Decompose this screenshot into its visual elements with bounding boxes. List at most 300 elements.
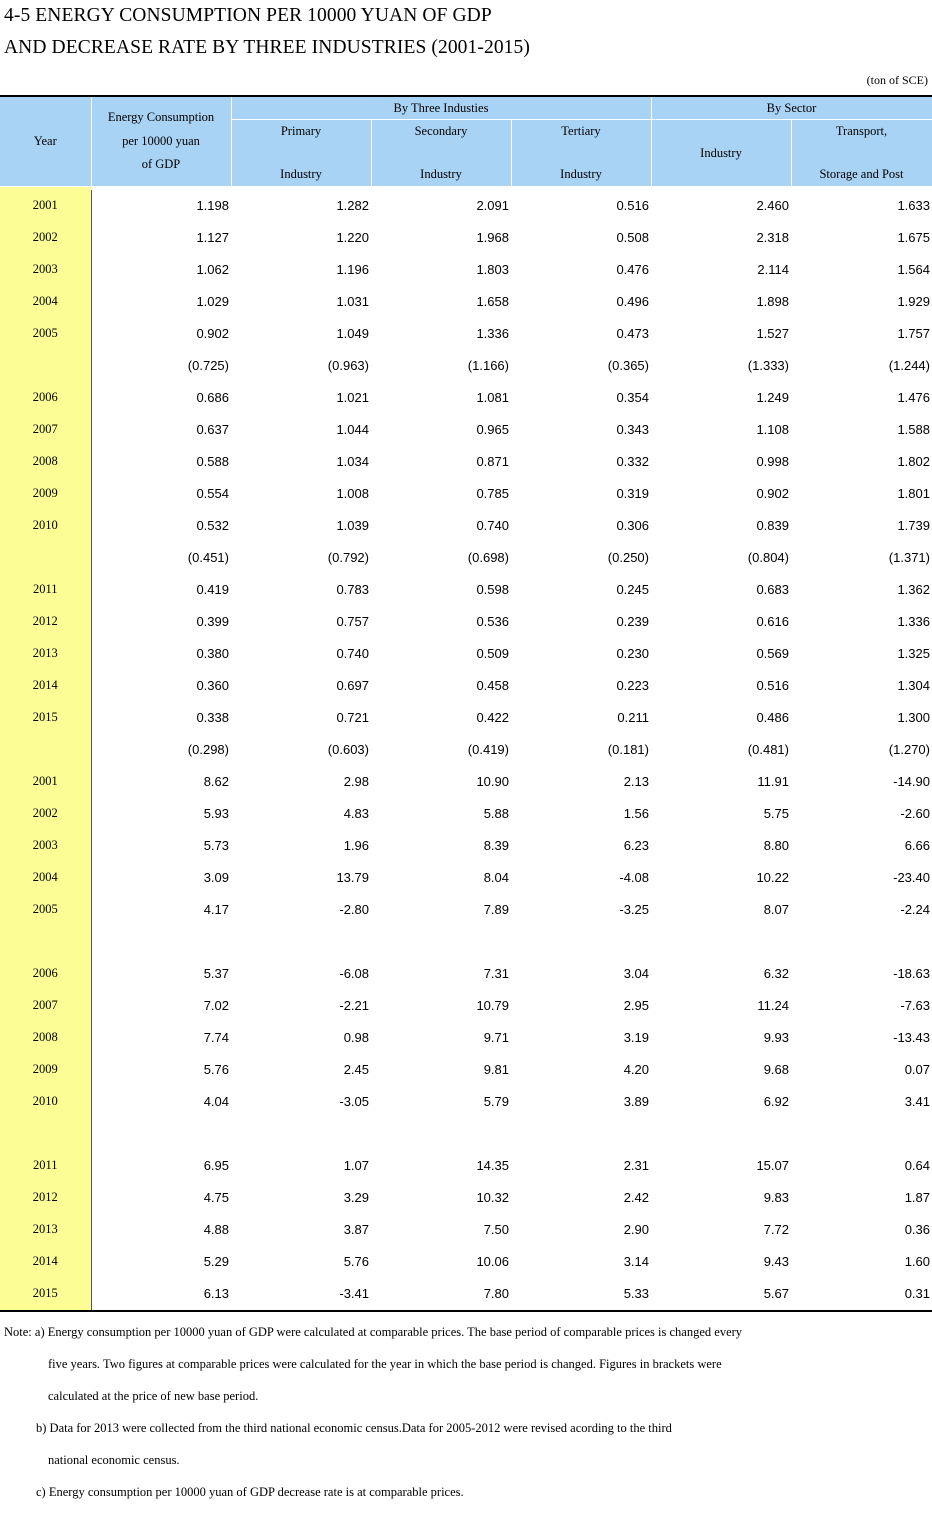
cell-industry: 15.07 bbox=[756, 1158, 789, 1173]
cell-industry: 9.93 bbox=[763, 1030, 789, 1045]
cell-secondary: 8.39 bbox=[483, 838, 509, 853]
cell-tertiary: 2.90 bbox=[623, 1222, 649, 1237]
header-primary-stack bbox=[232, 120, 371, 186]
cell-transport: (1.371) bbox=[888, 550, 930, 565]
table-row bbox=[0, 1118, 932, 1150]
cell-industry: 9.83 bbox=[763, 1190, 789, 1205]
cell-transport bbox=[791, 1118, 932, 1150]
table-row bbox=[0, 926, 932, 958]
cell-primary: -6.08 bbox=[339, 966, 369, 981]
cell-year bbox=[0, 350, 91, 382]
cell-tertiary: 2.13 bbox=[623, 774, 649, 789]
cell-energy-consumption: 5.73 bbox=[203, 838, 229, 853]
cell-secondary: 2.091 bbox=[476, 198, 509, 213]
cell-energy-consumption: (0.298) bbox=[187, 742, 229, 757]
header-group-three-industries bbox=[231, 96, 651, 120]
table-row bbox=[0, 606, 932, 638]
cell-tertiary: 0.306 bbox=[616, 518, 649, 533]
cell-transport: -7.63 bbox=[900, 998, 930, 1013]
cell-tertiary: 6.23 bbox=[623, 838, 649, 853]
cell-secondary: 0.422 bbox=[476, 710, 509, 725]
cell-industry: 9.43 bbox=[763, 1254, 789, 1269]
cell-transport: 1.60 bbox=[904, 1254, 930, 1269]
cell-energy-consumption: 7.02 bbox=[203, 998, 229, 1013]
cell-year: 2009 bbox=[0, 478, 91, 510]
header-transport-stack bbox=[792, 120, 932, 186]
cell-energy-consumption: 8.62 bbox=[203, 774, 229, 789]
table-row bbox=[0, 254, 932, 286]
cell-year: 2007 bbox=[0, 414, 91, 446]
cell-industry: 0.683 bbox=[756, 582, 789, 597]
header-industry bbox=[651, 120, 791, 187]
cell-industry: 10.22 bbox=[756, 870, 789, 885]
cell-energy-consumption: 4.75 bbox=[203, 1190, 229, 1205]
header-tertiary-industry bbox=[511, 120, 651, 187]
cell-primary: 0.721 bbox=[336, 710, 369, 725]
cell-tertiary: 0.239 bbox=[616, 614, 649, 629]
cell-secondary: 1.658 bbox=[476, 294, 509, 309]
header-row-groups bbox=[0, 96, 932, 120]
cell-secondary: 1.803 bbox=[476, 262, 509, 277]
cell-tertiary: (0.181) bbox=[607, 742, 649, 757]
cell-year: 2012 bbox=[0, 1182, 91, 1214]
cell-year: 2006 bbox=[0, 958, 91, 990]
cell-industry: (1.333) bbox=[747, 358, 789, 373]
cell-primary bbox=[231, 926, 371, 958]
cell-primary: 1.282 bbox=[336, 198, 369, 213]
table-row bbox=[0, 734, 932, 766]
cell-primary: 0.740 bbox=[336, 646, 369, 661]
cell-industry: 5.67 bbox=[763, 1286, 789, 1301]
cell-tertiary: 3.19 bbox=[623, 1030, 649, 1045]
cell-year: 2015 bbox=[0, 1278, 91, 1311]
cell-primary: 2.98 bbox=[343, 774, 369, 789]
cell-tertiary: (0.365) bbox=[607, 358, 649, 373]
cell-year: 2014 bbox=[0, 1246, 91, 1278]
header-primary-industry bbox=[231, 120, 371, 187]
header-year bbox=[0, 96, 91, 186]
cell-year: 2010 bbox=[0, 510, 91, 542]
header-energy-consumption bbox=[91, 96, 231, 186]
cell-secondary: 14.35 bbox=[476, 1158, 509, 1173]
table-row bbox=[0, 574, 932, 606]
cell-primary: 0.98 bbox=[343, 1030, 369, 1045]
cell-secondary: 0.458 bbox=[476, 678, 509, 693]
cell-energy-consumption: 1.198 bbox=[196, 198, 229, 213]
cell-primary: (0.963) bbox=[327, 358, 369, 373]
cell-primary: 1.96 bbox=[343, 838, 369, 853]
cell-energy-consumption: 0.399 bbox=[196, 614, 229, 629]
cell-tertiary: 0.211 bbox=[617, 710, 649, 725]
cell-year: 2008 bbox=[0, 446, 91, 478]
cell-industry: 11.24 bbox=[757, 998, 789, 1013]
cell-tertiary: 2.31 bbox=[623, 1158, 649, 1173]
cell-primary: 3.87 bbox=[343, 1222, 369, 1237]
header-group-three-label: By Three Industies bbox=[393, 100, 489, 115]
cell-energy-consumption: 0.902 bbox=[196, 326, 229, 341]
cell-tertiary: 0.476 bbox=[616, 262, 649, 277]
cell-transport: 1.564 bbox=[897, 262, 930, 277]
cell-primary: 1.034 bbox=[336, 454, 369, 469]
table-row bbox=[0, 990, 932, 1022]
cell-transport: 1.476 bbox=[897, 390, 930, 405]
header-energy-line-3: of GDP bbox=[141, 157, 181, 172]
cell-industry: 1.108 bbox=[756, 422, 789, 437]
cell-primary: -2.80 bbox=[339, 902, 369, 917]
cell-industry: 0.998 bbox=[756, 454, 789, 469]
cell-transport: (1.270) bbox=[888, 742, 930, 757]
cell-tertiary: 3.04 bbox=[623, 966, 649, 981]
cell-transport: -13.43 bbox=[893, 1030, 930, 1045]
cell-primary: 5.76 bbox=[343, 1254, 369, 1269]
header-secondary-industry bbox=[371, 120, 511, 187]
note-b-line-1: b) Data for 2013 were collected from the third national economic census.Data for 2005-2012 were revised acording to the third bbox=[36, 1421, 672, 1435]
table-bottom-rule bbox=[0, 1311, 932, 1312]
cell-transport: 1.757 bbox=[897, 326, 930, 341]
cell-primary: 1.049 bbox=[336, 326, 369, 341]
cell-tertiary: 0.473 bbox=[616, 326, 649, 341]
cell-transport: 1.802 bbox=[897, 454, 930, 469]
cell-energy-consumption: 5.76 bbox=[203, 1062, 229, 1077]
cell-year: 2010 bbox=[0, 1086, 91, 1118]
cell-energy-consumption: 0.419 bbox=[196, 582, 229, 597]
energy-consumption-table bbox=[0, 95, 932, 1312]
cell-secondary: 9.81 bbox=[483, 1062, 509, 1077]
cell-secondary: 9.71 bbox=[483, 1030, 509, 1045]
cell-tertiary: 0.516 bbox=[616, 198, 649, 213]
cell-tertiary: -3.25 bbox=[619, 902, 649, 917]
table-row bbox=[0, 1182, 932, 1214]
cell-transport: 1.739 bbox=[897, 518, 930, 533]
cell-transport: 1.675 bbox=[897, 230, 930, 245]
cell-tertiary: 2.95 bbox=[623, 998, 649, 1013]
cell-industry: 0.616 bbox=[756, 614, 789, 629]
table-row bbox=[0, 478, 932, 510]
cell-secondary: 0.785 bbox=[476, 486, 509, 501]
cell-year: 2004 bbox=[0, 286, 91, 318]
cell-transport bbox=[791, 926, 932, 958]
table-row bbox=[0, 190, 932, 222]
cell-primary: -3.41 bbox=[339, 1286, 369, 1301]
cell-secondary: 0.509 bbox=[476, 646, 509, 661]
cell-year: 2011 bbox=[0, 574, 91, 606]
cell-year: 2006 bbox=[0, 382, 91, 414]
table-title-line-1: 4-5 ENERGY CONSUMPTION PER 10000 YUAN OF GDP bbox=[4, 5, 492, 26]
cell-transport: -2.60 bbox=[900, 806, 930, 821]
cell-secondary: 10.32 bbox=[476, 1190, 509, 1205]
cell-transport: 1.801 bbox=[897, 486, 930, 501]
note-c-line-1: c) Energy consumption per 10000 yuan of GDP decrease rate is at comparable prices. bbox=[36, 1485, 464, 1499]
cell-primary: 1.196 bbox=[336, 262, 369, 277]
cell-tertiary: -4.08 bbox=[619, 870, 649, 885]
cell-tertiary: 4.20 bbox=[623, 1062, 649, 1077]
header-tertiary-line-2: Industry bbox=[560, 167, 602, 181]
cell-transport: 1.300 bbox=[897, 710, 930, 725]
cell-transport: 0.36 bbox=[904, 1222, 930, 1237]
cell-energy-consumption: 6.95 bbox=[203, 1158, 229, 1173]
header-transport-storage-post bbox=[791, 120, 932, 187]
table-row bbox=[0, 862, 932, 894]
table-row bbox=[0, 1246, 932, 1278]
cell-transport: -2.24 bbox=[900, 902, 930, 917]
cell-secondary: 8.04 bbox=[483, 870, 509, 885]
cell-tertiary bbox=[511, 1118, 651, 1150]
cell-industry: 8.80 bbox=[763, 838, 789, 853]
header-group-by-sector bbox=[651, 96, 932, 120]
header-secondary-line-2: Industry bbox=[420, 167, 462, 181]
cell-tertiary: 3.89 bbox=[623, 1094, 649, 1109]
cell-secondary: 0.965 bbox=[476, 422, 509, 437]
cell-year: 2002 bbox=[0, 798, 91, 830]
table-row bbox=[0, 286, 932, 318]
cell-energy-consumption: 0.637 bbox=[196, 422, 229, 437]
cell-year: 2001 bbox=[0, 190, 91, 222]
cell-primary: 1.220 bbox=[336, 230, 369, 245]
cell-energy-consumption: 1.127 bbox=[196, 230, 229, 245]
cell-year: 2011 bbox=[0, 1150, 91, 1182]
table-row bbox=[0, 382, 932, 414]
cell-energy-consumption: 0.588 bbox=[196, 454, 229, 469]
cell-year: 2014 bbox=[0, 670, 91, 702]
cell-tertiary: 3.14 bbox=[623, 1254, 649, 1269]
cell-transport: 1.336 bbox=[897, 614, 930, 629]
cell-transport: 0.31 bbox=[904, 1286, 930, 1301]
cell-industry: 0.569 bbox=[756, 646, 789, 661]
cell-transport: 1.633 bbox=[897, 198, 930, 213]
cell-secondary: 7.89 bbox=[483, 902, 509, 917]
cell-secondary: 5.79 bbox=[483, 1094, 509, 1109]
header-group-sector-label: By Sector bbox=[766, 100, 817, 115]
table-row bbox=[0, 894, 932, 926]
cell-transport: 1.325 bbox=[897, 646, 930, 661]
cell-transport: 3.41 bbox=[904, 1094, 930, 1109]
cell-year: 2013 bbox=[0, 1214, 91, 1246]
cell-energy-consumption: 0.380 bbox=[196, 646, 229, 661]
cell-primary: 1.021 bbox=[336, 390, 369, 405]
cell-secondary: 0.740 bbox=[476, 518, 509, 533]
cell-year: 2002 bbox=[0, 222, 91, 254]
cell-tertiary: 0.343 bbox=[616, 422, 649, 437]
cell-tertiary: 1.56 bbox=[623, 806, 649, 821]
cell-energy-consumption: 4.88 bbox=[203, 1222, 229, 1237]
table-body bbox=[0, 186, 932, 1311]
cell-year: 2004 bbox=[0, 862, 91, 894]
header-transport-line-1: Transport, bbox=[835, 124, 888, 138]
table-row bbox=[0, 510, 932, 542]
table-row bbox=[0, 670, 932, 702]
note-a-line-3: calculated at the price of new base period. bbox=[48, 1389, 259, 1403]
cell-transport: 6.66 bbox=[904, 838, 930, 853]
cell-transport: 1.304 bbox=[897, 678, 930, 693]
cell-secondary: (0.698) bbox=[467, 550, 509, 565]
cell-energy-consumption: 3.09 bbox=[203, 870, 229, 885]
cell-year: 2003 bbox=[0, 254, 91, 286]
table-row bbox=[0, 446, 932, 478]
cell-primary: 13.79 bbox=[336, 870, 369, 885]
cell-transport: 1.87 bbox=[904, 1190, 930, 1205]
cell-industry: 0.516 bbox=[756, 678, 789, 693]
cell-industry: 8.07 bbox=[763, 902, 789, 917]
cell-year: 2012 bbox=[0, 606, 91, 638]
table-row bbox=[0, 414, 932, 446]
header-primary-line-2: Industry bbox=[280, 167, 322, 181]
cell-energy-consumption: 0.532 bbox=[196, 518, 229, 533]
cell-secondary: 10.90 bbox=[476, 774, 509, 789]
cell-secondary bbox=[371, 1118, 511, 1150]
table-row bbox=[0, 542, 932, 574]
cell-industry: 6.32 bbox=[763, 966, 789, 981]
table-row bbox=[0, 798, 932, 830]
table-row bbox=[0, 1054, 932, 1086]
cell-energy-consumption: 5.37 bbox=[203, 966, 229, 981]
cell-primary: 1.044 bbox=[336, 422, 369, 437]
cell-energy-consumption: 0.360 bbox=[196, 678, 229, 693]
cell-energy-consumption: 5.29 bbox=[203, 1254, 229, 1269]
cell-industry: 2.460 bbox=[756, 198, 789, 213]
cell-tertiary bbox=[511, 926, 651, 958]
table-row bbox=[0, 1278, 932, 1311]
header-year-label: Year bbox=[33, 133, 57, 148]
cell-primary: (0.603) bbox=[327, 742, 369, 757]
note-a-line-2: five years. Two figures at comparable prices were calculated for the year in which the base period is changed. Figures in brackets were bbox=[48, 1357, 722, 1371]
cell-secondary: (0.419) bbox=[467, 742, 509, 757]
cell-transport: (1.244) bbox=[888, 358, 930, 373]
cell-industry: 2.318 bbox=[756, 230, 789, 245]
cell-primary: 1.039 bbox=[336, 518, 369, 533]
cell-tertiary: 0.332 bbox=[616, 454, 649, 469]
cell-industry: 1.249 bbox=[756, 390, 789, 405]
note-a-line-1: Note: a) Energy consumption per 10000 yuan of GDP were calculated at comparable prices. The base period of comparable prices is changed every bbox=[4, 1325, 743, 1339]
cell-secondary: 0.871 bbox=[476, 454, 509, 469]
cell-secondary: 1.968 bbox=[476, 230, 509, 245]
cell-transport: -23.40 bbox=[893, 870, 930, 885]
cell-industry: 1.898 bbox=[756, 294, 789, 309]
cell-industry: 11.91 bbox=[757, 774, 789, 789]
table-row bbox=[0, 1150, 932, 1182]
cell-secondary: 7.80 bbox=[483, 1286, 509, 1301]
cell-tertiary: 0.230 bbox=[616, 646, 649, 661]
table-row bbox=[0, 958, 932, 990]
cell-tertiary: 0.496 bbox=[616, 294, 649, 309]
cell-industry: (0.481) bbox=[747, 742, 789, 757]
header-tertiary-line-1: Tertiary bbox=[561, 124, 601, 138]
cell-year bbox=[0, 734, 91, 766]
header-secondary-line-1: Secondary bbox=[414, 124, 468, 138]
cell-secondary: 0.536 bbox=[476, 614, 509, 629]
cell-year: 2005 bbox=[0, 894, 91, 926]
cell-industry: 0.839 bbox=[756, 518, 789, 533]
cell-year: 2008 bbox=[0, 1022, 91, 1054]
cell-energy-consumption: 4.17 bbox=[203, 902, 229, 917]
cell-transport: 0.64 bbox=[904, 1158, 930, 1173]
cell-transport: 1.929 bbox=[897, 294, 930, 309]
cell-energy-consumption: 5.93 bbox=[203, 806, 229, 821]
table-row bbox=[0, 1086, 932, 1118]
cell-primary: 0.783 bbox=[336, 582, 369, 597]
cell-energy-consumption: 1.029 bbox=[196, 294, 229, 309]
cell-primary: 1.07 bbox=[343, 1158, 369, 1173]
cell-transport: 1.362 bbox=[897, 582, 930, 597]
cell-industry: 0.486 bbox=[756, 710, 789, 725]
cell-secondary: (1.166) bbox=[467, 358, 509, 373]
cell-year bbox=[0, 1118, 91, 1150]
note-b-line-2: national economic census. bbox=[48, 1453, 180, 1467]
cell-year: 2013 bbox=[0, 638, 91, 670]
cell-energy-consumption: (0.451) bbox=[187, 550, 229, 565]
cell-tertiary: 0.223 bbox=[616, 678, 649, 693]
cell-primary: 1.031 bbox=[336, 294, 369, 309]
cell-year: 2003 bbox=[0, 830, 91, 862]
table-row bbox=[0, 1214, 932, 1246]
cell-industry bbox=[651, 926, 791, 958]
cell-energy-consumption: 1.062 bbox=[196, 262, 229, 277]
cell-transport: -14.90 bbox=[893, 774, 930, 789]
cell-secondary: 1.336 bbox=[476, 326, 509, 341]
cell-year: 2015 bbox=[0, 702, 91, 734]
cell-primary: 1.008 bbox=[336, 486, 369, 501]
header-energy-stack bbox=[92, 108, 231, 174]
cell-tertiary: (0.250) bbox=[607, 550, 649, 565]
cell-secondary: 7.31 bbox=[483, 966, 509, 981]
cell-industry: 9.68 bbox=[763, 1062, 789, 1077]
cell-industry: 2.114 bbox=[757, 262, 789, 277]
cell-secondary: 10.79 bbox=[476, 998, 509, 1013]
cell-primary: (0.792) bbox=[327, 550, 369, 565]
table-row bbox=[0, 766, 932, 798]
cell-year bbox=[0, 542, 91, 574]
table-row bbox=[0, 222, 932, 254]
header-tertiary-stack bbox=[512, 120, 651, 186]
cell-energy-consumption: 0.686 bbox=[196, 390, 229, 405]
cell-primary: 0.757 bbox=[336, 614, 369, 629]
cell-industry: 0.902 bbox=[756, 486, 789, 501]
cell-secondary: 5.88 bbox=[483, 806, 509, 821]
cell-tertiary: 2.42 bbox=[623, 1190, 649, 1205]
cell-transport: 0.07 bbox=[904, 1062, 930, 1077]
cell-primary: 4.83 bbox=[343, 806, 369, 821]
cell-year: 2007 bbox=[0, 990, 91, 1022]
cell-transport: 1.588 bbox=[897, 422, 930, 437]
cell-industry: (0.804) bbox=[747, 550, 789, 565]
cell-year: 2001 bbox=[0, 766, 91, 798]
cell-tertiary: 0.319 bbox=[616, 486, 649, 501]
table-title-line-2: AND DECREASE RATE BY THREE INDUSTRIES (2001-2015) bbox=[4, 37, 530, 58]
table-row bbox=[0, 318, 932, 350]
cell-energy-consumption: 0.554 bbox=[196, 486, 229, 501]
cell-energy-consumption: 6.13 bbox=[203, 1286, 229, 1301]
cell-industry: 1.527 bbox=[756, 326, 789, 341]
unit-label: (ton of SCE) bbox=[866, 73, 928, 87]
cell-industry: 6.92 bbox=[763, 1094, 789, 1109]
cell-primary bbox=[231, 1118, 371, 1150]
cell-industry: 7.72 bbox=[763, 1222, 789, 1237]
header-energy-line-2: per 10000 yuan bbox=[122, 133, 200, 148]
cell-energy-consumption: 7.74 bbox=[203, 1030, 229, 1045]
table-row bbox=[0, 830, 932, 862]
cell-secondary: 10.06 bbox=[476, 1254, 509, 1269]
cell-secondary: 7.50 bbox=[483, 1222, 509, 1237]
header-transport-line-2: Storage and Post bbox=[819, 167, 904, 181]
cell-tertiary: 0.245 bbox=[616, 582, 649, 597]
cell-year: 2009 bbox=[0, 1054, 91, 1086]
cell-tertiary: 5.33 bbox=[623, 1286, 649, 1301]
header-industry-label: Industry bbox=[700, 145, 742, 160]
cell-primary: 0.697 bbox=[336, 678, 369, 693]
cell-industry bbox=[651, 1118, 791, 1150]
header-energy-line-1: Energy Consumption bbox=[107, 110, 215, 125]
cell-primary: 2.45 bbox=[343, 1062, 369, 1077]
cell-secondary: 1.081 bbox=[476, 390, 509, 405]
